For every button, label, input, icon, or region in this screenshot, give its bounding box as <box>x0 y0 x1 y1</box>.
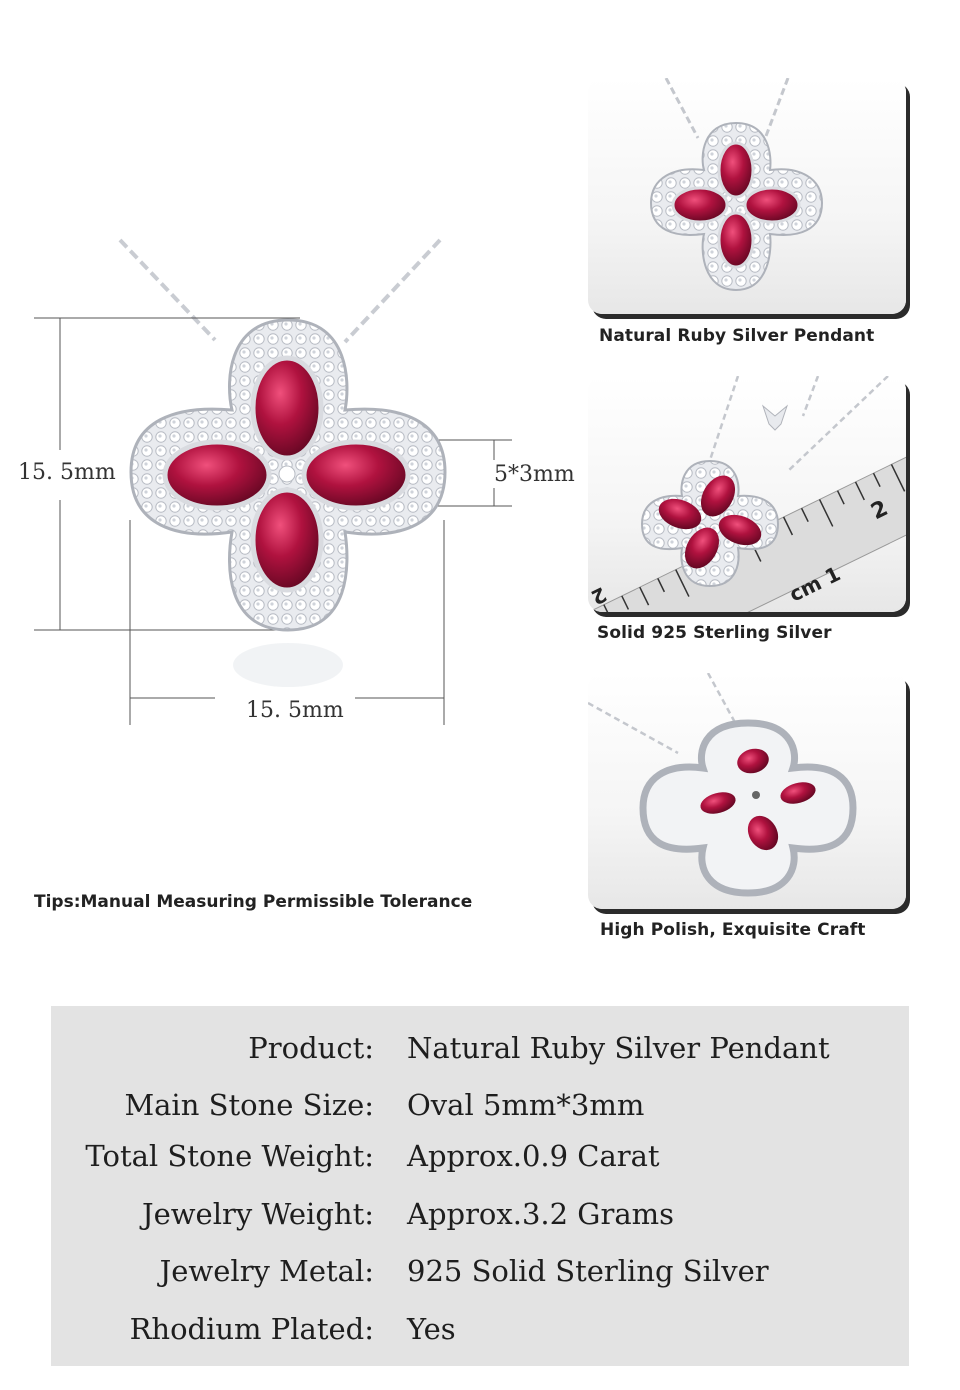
pendant-back-image <box>588 673 906 909</box>
thumbnail-front-view <box>588 78 906 314</box>
main-product-diagram <box>0 220 580 750</box>
spec-value: Yes <box>407 1312 456 1346</box>
spec-value: 925 Solid Sterling Silver <box>407 1254 769 1288</box>
spec-value: Approx.3.2 Grams <box>407 1197 674 1231</box>
spec-row-jewelry-weight <box>51 1197 909 1237</box>
spec-value: Oval 5mm*3mm <box>407 1088 644 1122</box>
spec-row-rhodium-plated <box>51 1312 909 1352</box>
ruler-mark-2-left: 2 <box>588 582 610 610</box>
spec-row-jewelry-metal <box>51 1254 909 1294</box>
measurement-tips: Tips:Manual Measuring Permissible Tolerance <box>34 892 472 912</box>
pendant-with-ruler-image <box>588 376 906 612</box>
spec-value: Natural Ruby Silver Pendant <box>407 1031 830 1065</box>
spec-row-product <box>51 1031 909 1071</box>
pendant-front-image <box>588 78 906 314</box>
height-dimension-label: 15. 5mm <box>16 460 118 485</box>
thumbnail-back-view <box>588 673 906 909</box>
spec-key: Jewelry Weight: <box>142 1197 374 1231</box>
pendant-clover <box>131 320 445 630</box>
ruler-mark-2: 2 <box>867 496 892 525</box>
spec-key: Total Stone Weight: <box>85 1139 374 1173</box>
thumbnail-caption-3: High Polish, Exquisite Craft <box>600 920 866 940</box>
spec-value: Approx.0.9 Carat <box>407 1139 660 1173</box>
spec-key: Product: <box>248 1031 374 1065</box>
spec-row-total-stone-weight <box>51 1139 909 1179</box>
thumbnail-caption-2: Solid 925 Sterling Silver <box>597 623 832 643</box>
spec-key: Jewelry Metal: <box>160 1254 374 1288</box>
thumbnail-caption-1: Natural Ruby Silver Pendant <box>599 326 874 346</box>
stone-size-label: 5*3mm <box>492 462 577 487</box>
spec-row-main-stone-size <box>51 1088 909 1128</box>
thumbnail-ruler-view <box>588 376 906 612</box>
spec-table <box>51 1006 909 1366</box>
width-dimension-label: 15. 5mm <box>244 698 346 723</box>
spec-key: Main Stone Size: <box>124 1088 374 1122</box>
spec-key: Rhodium Plated: <box>130 1312 374 1346</box>
ruler-mark-cm1: cm 1 <box>785 561 844 606</box>
